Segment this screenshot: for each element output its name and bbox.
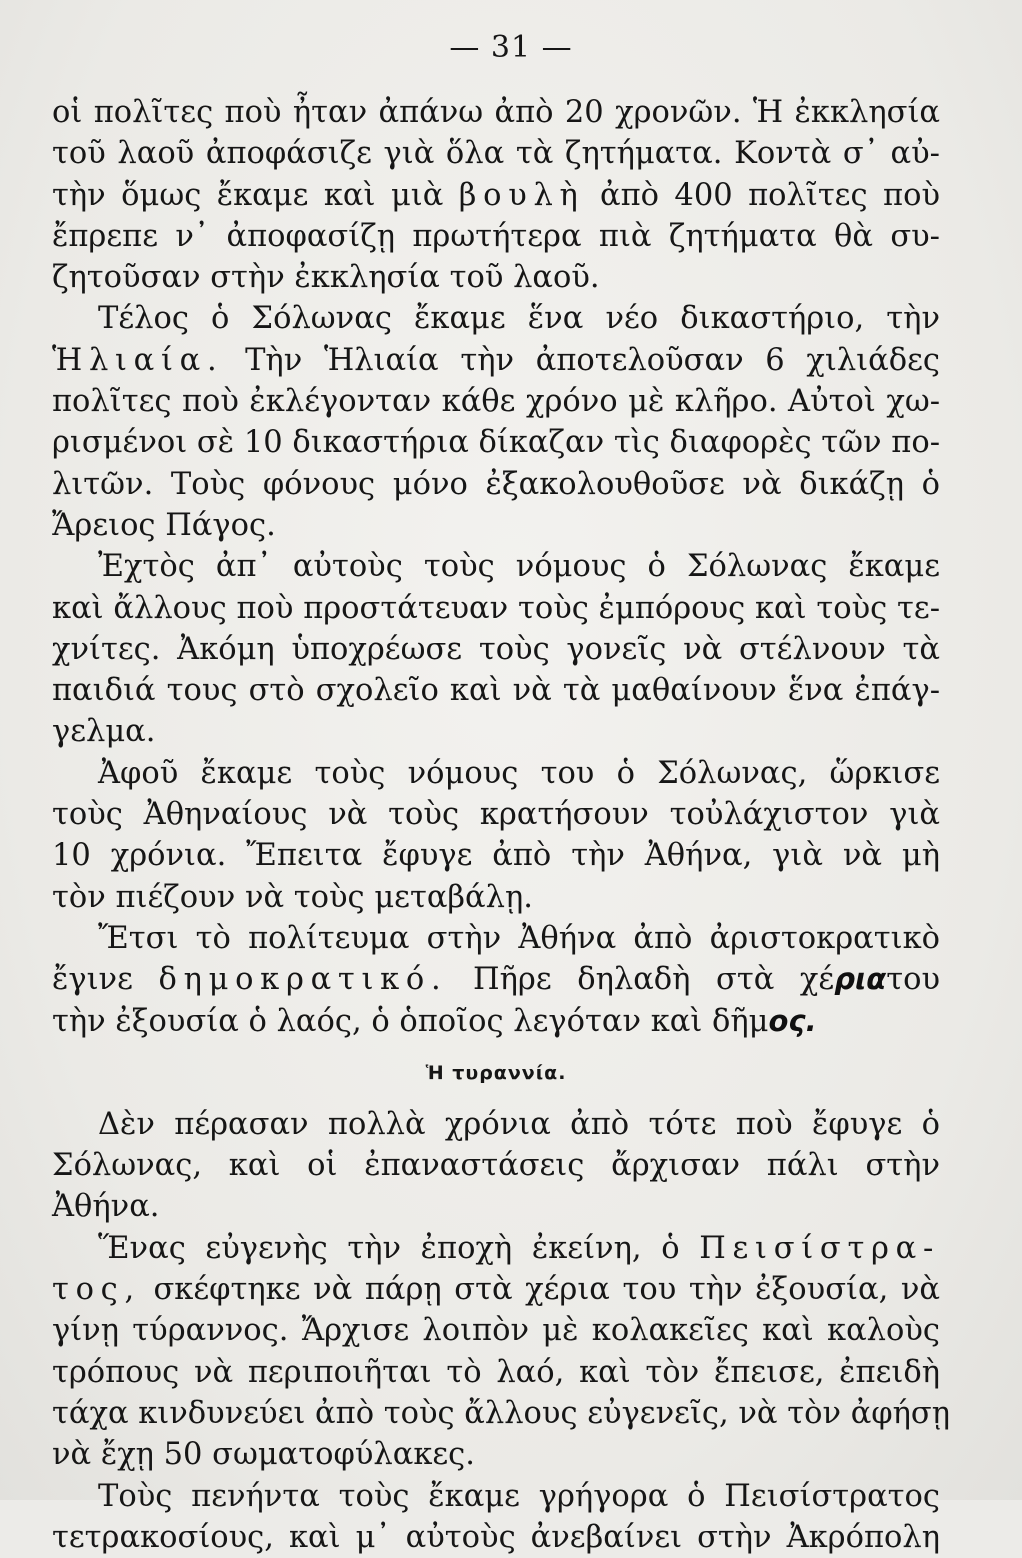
text-line [52,1228,940,1269]
spaced-term: τος, [52,1272,141,1308]
text-line: τοῦ λαοῦ ἀποφάσιζε γιὰ ὅλα τὰ ζητήματα. Κοντὰ σ᾿ αὐ- [52,136,940,172]
text-line: Ἀφοῦ ἔκαμε τοὺς νόμους του ὁ Σόλωνας, ὥρκισε [98,755,940,791]
text-line: ρισμένοι σὲ 10 δικαστήρια δίκαζαν τὶς διαφορὲς τῶν πο- [52,425,940,461]
text-line: καὶ ἄλλους ποὺ προστάτευαν τοὺς ἐμπόρους καὶ τοὺς τε- [52,590,940,626]
text-line [52,175,940,216]
text-line: νὰ ἔχῃ 50 σωματοφύλακες. [52,1437,475,1473]
text-line: γίνῃ τύραννος. Ἄρχισε λοιπὸν μὲ κολακεῖες καὶ καλοὺς [52,1313,940,1349]
text-segment: ἀπὸ 400 πολῖτες ποὺ [599,177,940,213]
text-line: Δὲν πέρασαν πολλὰ χρόνια ἀπὸ τότε ποὺ ἔφυγε ὁ [98,1106,940,1142]
text-segment: σκέφτηκε νὰ πάρῃ στὰ χέρια του τὴν ἐξουσία, νὰ [153,1272,940,1308]
text-segment: του [886,962,940,998]
text-line: ζητοῦσαν στὴν ἐκκλησία τοῦ λαοῦ. [52,260,600,296]
text-line: ἔπρεπε ν᾿ ἀποφασίζῃ πρωτήτερα πιὰ ζητήματα θὰ συ- [52,218,940,254]
handwritten-correction: ρια [834,962,887,997]
spaced-term: Ἡλιαία. [52,342,224,378]
text-line [52,340,940,381]
text-line: τάχα κινδυνεύει ἀπὸ τοὺς ἄλλους εὐγενεῖς, νὰ τὸν ἀφήσῃ [52,1395,951,1431]
text-line: οἱ πολῖτες ποὺ ἦταν ἀπάνω ἀπὸ 20 χρονῶν. Ἡ ἐκκλησία [52,95,940,130]
text-line [52,1001,940,1042]
section-heading: Ἡ τυραννία. [425,1061,567,1084]
text-segment: Ἕνας εὐγενὴς τὴν ἐποχὴ ἐκείνη, ὁ [98,1230,680,1266]
text-segment: τὴν ὅμως ἔκαμε καὶ μιὰ [52,177,444,213]
text-line: παιδιά τους στὸ σχολεῖο καὶ νὰ τὰ μαθαίνουν ἕνα ἐπάγ- [52,673,940,709]
text-line: Σόλωνας, καὶ οἱ ἐπαναστάσεις ἄρχισαν πάλι στὴν [52,1148,940,1184]
text-line [52,1269,940,1310]
spaced-term: δημοκρατικό. [158,962,448,998]
text-line: τὸν πιέζουν νὰ τοὺς μεταβάλῃ. [52,879,533,915]
text-line: Ἐχτὸς ἀπ᾿ αὐτοὺς τοὺς νόμους ὁ Σόλωνας ἔκαμε [98,549,940,585]
text-line: πολῖτες ποὺ ἐκλέγονταν κάθε χρόνο μὲ κλῆρο. Αὐτοὶ χω- [52,384,940,420]
text-line [52,959,940,1000]
text-segment: Πῆρε δηλαδὴ στὰ χέ [473,962,835,998]
text-line: Ἔτσι τὸ πολίτευμα στὴν Ἀθήνα ἀπὸ ἀριστοκρατικὸ [98,920,940,956]
spaced-term: βουλὴ [458,177,585,213]
text-segment: ἔγινε [52,962,133,998]
text-line: χνίτες. Ἀκόμη ὑποχρέωσε τοὺς γονεῖς νὰ στέλνουν τὰ [52,631,940,667]
text-line: Τοὺς πενήντα τοὺς ἔκαμε γρήγορα ὁ Πεισίστρατος [98,1478,940,1514]
body-text [52,92,951,1558]
text-line: Τέλος ὁ Σόλωνας ἔκαμε ἕνα νέο δικαστήριο, τὴν [98,301,940,337]
page-number: — 31 — [449,30,573,65]
text-segment: Τὴν Ἡλιαία τὴν ἀποτελοῦσαν 6 χιλιάδες [245,342,940,378]
text-line: Ἄρειος Πάγος. [52,507,276,543]
text-line: 10 χρόνια. Ἔπειτα ἔφυγε ἀπὸ τὴν Ἀθήνα, γιὰ νὰ μὴ [52,838,940,874]
text-line: τετρακοσίους, καὶ μ᾿ αὐτοὺς ἀνεβαίνει στὴν Ἀκρόπολη [52,1519,940,1555]
spaced-term: Πεισίστρα- [699,1230,940,1266]
text-line: τοὺς Ἀθηναίους νὰ τοὺς κρατήσουν τοὐλάχιστον γιὰ [52,797,940,833]
text-segment: τὴν ἐξουσία ὁ λαός, ὁ ὁποῖος λεγόταν καὶ δῆμ [52,1003,769,1039]
text-line: γελμα. [52,714,156,750]
text-line: τρόπους νὰ περιποιῆται τὸ λαό, καὶ τὸν ἔπεισε, ἐπειδὴ [52,1354,940,1390]
text-line: λιτῶν. Τοὺς φόνους μόνο ἐξακολουθοῦσε νὰ δικάζῃ ὁ [52,466,940,502]
handwritten-correction: ος. [768,1003,817,1038]
text-line: Ἀθήνα. [52,1189,160,1225]
